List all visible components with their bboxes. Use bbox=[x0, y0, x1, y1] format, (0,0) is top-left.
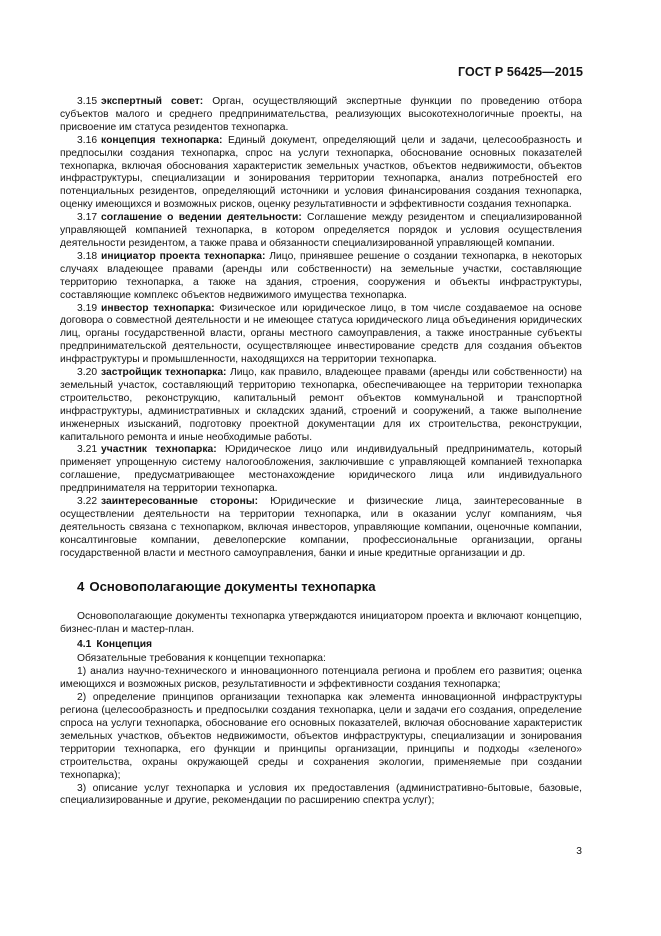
term-3-17: 3.17 соглашение о ведении деятельности: Соглашение между резидентом и специализированной управляющей компанией технопарка, в котором определяется порядок и условия осуществления деятельности резидентом, а также права и обязанности специализированной управляющей компании. bbox=[60, 212, 582, 249]
term-name: заинтересованные стороны: bbox=[101, 496, 259, 508]
term-3-15: 3.15 экспертный совет: Орган, осуществляющий экспертные функции по проведению отбора субъектов малого и среднего предпринимательства, реализующих высокотехнологичные проекты, на присвоение им статуса резидентов технопарка. bbox=[60, 96, 582, 133]
terms-list bbox=[60, 96, 582, 561]
term-definition: Лицо, принявшее решение о создании технопарка, в некоторых случаях владеющее правами (аренды или собственности) на земельные участки, составляющие территорию технопарка, а также на здания, строения, сооружения и объекты инфраструктуры, составляющие комплекс объектов недвижимого имущества технопарка. bbox=[60, 250, 582, 301]
term-3-22: 3.22 заинтересованные стороны: Юридические и физические лица, заинтересованные в осуществлении деятельности на территории технопарка, или в оказании услуг компаниям, чья деятельность связана с технопарком, включая инвесторов, управляющие компании, оценочные компании, консалтинговые компании, девелоперские компании, профессиональные организации, органы государственной власти и местного самоуправления, банки и иные кредитные организации и др. bbox=[60, 496, 582, 559]
term-definition: Орган, осуществляющий экспертные функции по проведению отбора субъектов малого и среднего предпринимательства, реализующих высокотехнологичные проекты, на присвоение им статуса резидентов технопарка. bbox=[60, 96, 582, 133]
term-name: застройщик технопарка: bbox=[101, 367, 227, 379]
term-definition: Единый документ, определяющий цели и задачи, целесообразность и предпосылки создания технопарка, спрос на услуги технопарка, обоснование основных показателей технопарка, включая обоснования характеристик земельных участков, объектов недвижимости, объектов инфраструктуры, специализации и зонирования территории технопарка, анализ потребностей его потенциальных резидентов, определяющий источники и условия финансирования создания технопарка, оценку имеющихся и возможных рисков, оценку результативности и эффективности создания технопарка. bbox=[60, 134, 582, 211]
term-3-16: 3.16 концепция технопарка: Единый документ, определяющий цели и задачи, целесообразность и предпосылки создания технопарка, спрос на услуги технопарка, обоснование основных показателей технопарка, включая обоснования характеристик земельных участков, объектов недвижимости, объектов инфраструктуры, специализации и зонирования территории технопарка, анализ потребностей его потенциальных резидентов, определяющий источники и условия финансирования создания технопарка, оценку имеющихся и возможных рисков, оценку результативности и эффективности создания технопарка. bbox=[60, 134, 582, 211]
term-3-19: 3.19 инвестор технопарка: Физическое или юридическое лицо, в том числе создаваемое на основе договора о совместной деятельности и не имеющее статуса юридического лица объединения юридических лиц, органы государственной власти, органы местного самоуправления, а также иностранные субъекты предпринимательской деятельности, осуществляющее инвестирование средств для создания объектов инфраструктуры и промышленности, находящихся на территории технопарка. bbox=[60, 302, 582, 366]
page-number: 3 bbox=[576, 846, 582, 857]
list-item: 3) описание услуг технопарка и условия их предоставления (административно-бытовые, базовые, специализированные и другие, рекомендации по расширению спектра услуг); bbox=[60, 782, 582, 807]
section-heading: 4 Основополагающие документы технопарка bbox=[77, 578, 376, 594]
term-name: инициатор проекта технопарка: bbox=[101, 250, 266, 262]
section-intro: Основополагающие документы технопарка утверждаются инициатором проекта и включают концепцию, бизнес-план и мастер-план. bbox=[60, 610, 582, 635]
term-name: экспертный совет: bbox=[101, 96, 204, 107]
term-3-18: 3.18 инициатор проекта технопарка: Лицо, принявшее решение о создании технопарка, в некоторых случаях владеющее правами (аренды или собственности) на земельные участки, составляющие территорию технопарка, а также на здания, строения, сооружения и объекты инфраструктуры, составляющие комплекс объектов недвижимого имущества технопарка. bbox=[60, 250, 582, 301]
term-definition: Физическое или юридическое лицо, в том числе создаваемое на основе договора о совместной деятельности и не имеющее статуса юридического лица объединения юридических лиц, органы государственной власти, органы местного самоуправления, а также иностранные субъекты предпринимательской деятельности, осуществляющее инвестирование средств для создания объектов инфраструктуры и промышленности, находящихся на территории технопарка. bbox=[60, 302, 582, 366]
subsection-lead: Обязательные требования к концепции технопарка: bbox=[77, 653, 326, 665]
subsection-heading: 4.1 Концепция bbox=[77, 639, 153, 651]
term-definition: Юридическое лицо или индивидуальный предприниматель, который применяет упрощенную систему налогообложения, заключившие с управляющей компанией технопарка соглашение, предусматривающее местонахождение юридического лица или индивидуального предпринимателя на территории технопарка. bbox=[60, 444, 582, 495]
term-name: участник технопарка: bbox=[101, 444, 217, 456]
document-body bbox=[60, 96, 582, 808]
standard-header: ГОСТ Р 56425—2015 bbox=[457, 65, 583, 79]
term-name: концепция технопарка: bbox=[101, 134, 223, 146]
term-name: соглашение о ведении деятельности: bbox=[101, 212, 302, 224]
term-definition: Лицо, как правило, владеющее правами (аренды или собственности) на земельный участок, составляющий территорию технопарка, обеспечивающее на территории технопарка строительство, реконструкцию, капитальный ремонт объектов коммунальной и транспортной инфраструктуры, административных и складских зданий, строений и сооружений, а также выполнение инженерных изысканий, подготовку проектной документации для их строительства, реконструкции, капитального ремонта и иные необходимые работы. bbox=[60, 367, 582, 443]
term-name: инвестор технопарка: bbox=[101, 302, 215, 314]
term-3-21: 3.21 участник технопарка: Юридическое лицо или индивидуальный предприниматель, который применяет упрощенную систему налогообложения, заключившие с управляющей компанией технопарка соглашение, предусматривающее местонахождение юридического лица или индивидуального предпринимателя на территории технопарка. bbox=[60, 444, 582, 495]
term-definition: Юридические и физические лица, заинтересованные в осуществлении деятельности на территории технопарка, или в оказании услуг компаниям, чья деятельность связана с технопарком, включая инвесторов, управляющие компании, оценочные компании, консалтинговые компании, девелоперские компании, профессиональные организации, органы государственной власти и местного самоуправления, банки и иные кредитные организации и др. bbox=[60, 496, 582, 559]
term-3-20: 3.20 застройщик технопарка: Лицо, как правило, владеющее правами (аренды или собственности) на земельный участок, составляющий территорию технопарка, обеспечивающее на территории технопарка строительство, реконструкцию, капитальный ремонт объектов коммунальной и транспортной инфраструктуры, административных и складских зданий, строений и сооружений, а также выполнение инженерных изысканий, подготовку проектной документации для их строительства, реконструкции, капитального ремонта и иные необходимые работы. bbox=[60, 367, 582, 443]
list-item: 1) анализ научно-технического и инновационного потенциала региона и проблем его развития; оценка имеющихся и возможных рисков, результативности и эффективности создания технопарка; bbox=[60, 666, 582, 691]
list-item: 2) определение принципов организации технопарка как элемента инновационной инфраструктуры региона (целесообразность и предпосылки создания технопарка, цели и задачи его создания, определение спроса на услуги технопарка, обоснование его основных показателей, включая обоснование характеристик земельных участков, объектов недвижимости, объектов инфраструктуры, специализации и зонирования территории технопарка, его функции и принципы организации, принципы и подходы «зеленого» строительства, охраны окружающей среды и сохранения экологии, применяемые при создании технопарка); bbox=[60, 692, 582, 781]
term-definition: Соглашение между резидентом и специализированной управляющей компанией технопарка, в котором определяется порядок и условия осуществления деятельности резидентом, а также права и обязанности специализированной управляющей компании. bbox=[60, 212, 582, 249]
